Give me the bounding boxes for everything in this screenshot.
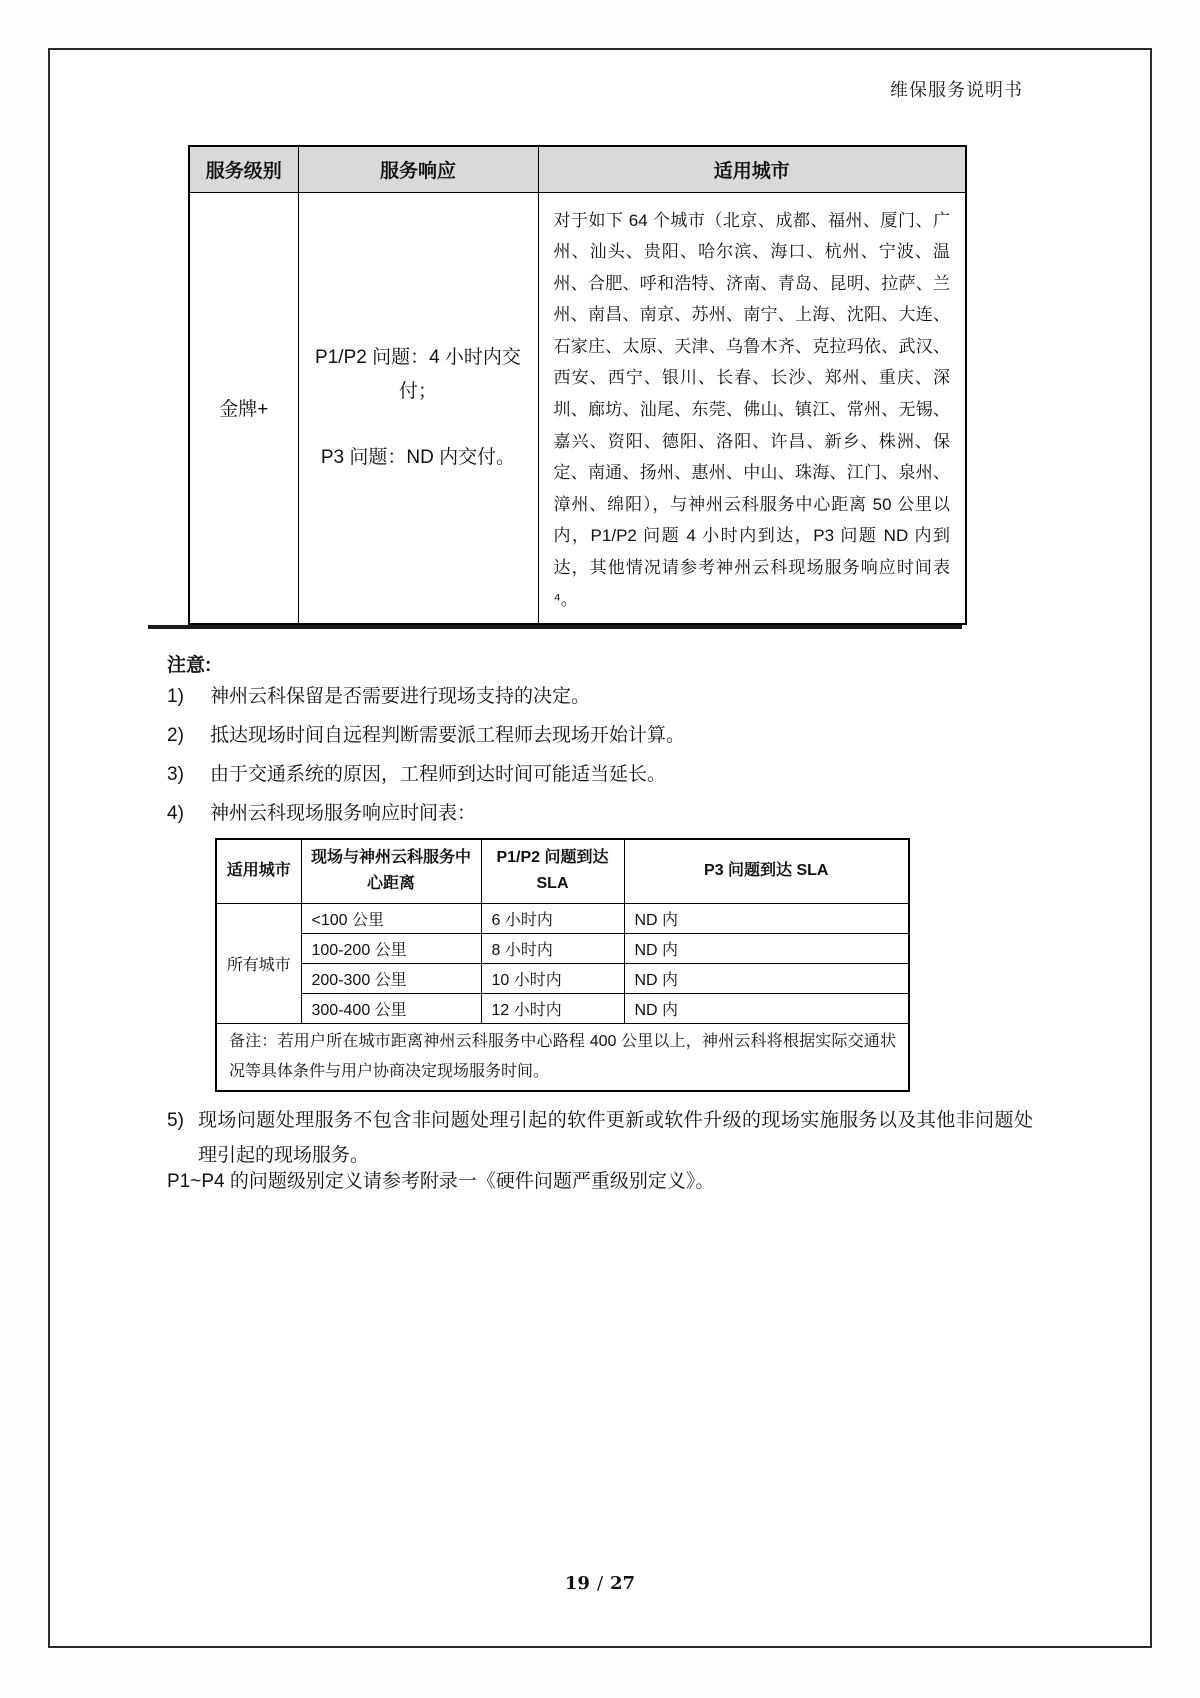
sla-p3: ND 内 [624,963,909,993]
note-text: 神州云科现场服务响应时间表： [210,803,477,824]
sla-distance: 300-400 公里 [301,993,481,1023]
sla-p1p2: 12 小时内 [481,993,624,1023]
service-table-header-level: 服务级别 [189,146,298,192]
sla-table-header-row [216,839,909,903]
notes-heading: 注意: [167,655,212,676]
closing-paragraph: P1~P4 的问题级别定义请参考附录一《硬件问题严重级别定义》。 [167,1171,715,1192]
page-number [0,1573,1200,1594]
sla-p3: ND 内 [624,993,909,1023]
sla-header-p1p2: P1/P2 问题到达 SLA [481,839,624,903]
note-item-3 [167,762,1033,788]
sla-header-city: 适用城市 [216,839,301,903]
sla-remark: 备注：若用户所在城市距离神州云科服务中心路程 400 公里以上，神州云科将根据实际交通状况等具体条件与用户协商决定现场服务时间。 [216,1023,909,1091]
note-text: 抵达现场时间自远程判断需要派工程师去现场开始计算。 [210,725,686,746]
service-response-p1p2: P1/P2 问题：4 小时内交付； [315,346,521,402]
note-text: 由于交通系统的原因，工程师到达时间可能适当延长。 [210,764,667,785]
note-item-4 [167,801,1033,827]
sla-distance: 200-300 公里 [301,963,481,993]
note-number: 2) [167,725,184,746]
note-text: 现场问题处理服务不包含非问题处理引起的软件更新或软件升级的现场实施服务以及其他非问题处理引起的现场服务。 [198,1110,1033,1166]
service-level-value: 金牌+ [189,192,298,624]
service-response-p3: P3 问题：ND 内交付。 [320,446,516,468]
table-row [216,903,909,933]
note-item-2 [167,723,1033,749]
document-header-title: 维保服务说明书 [890,80,1023,101]
sla-response-time-table [215,838,910,1092]
note-number: 5) [167,1110,184,1131]
service-response-cell [298,192,538,624]
sla-p3: ND 内 [624,933,909,963]
page-number-current: 19 [564,1573,590,1594]
sla-p3: ND 内 [624,903,909,933]
note-text: 神州云科保留是否需要进行现场支持的决定。 [210,686,591,707]
sla-header-distance: 现场与神州云科服务中心距离 [301,839,481,903]
section-divider-rule [148,625,962,629]
sla-distance: <100 公里 [301,903,481,933]
note-item-5 [167,1103,1033,1173]
applicable-cities-text: 对于如下 64 个城市（北京、成都、福州、厦门、广州、汕头、贵阳、哈尔滨、海口、杭州、宁波、温州、合肥、呼和浩特、济南、青岛、昆明、拉萨、兰州、南昌、南京、苏州、南宁、上海、沈阳、大连、石家庄、太原、天津、乌鲁木齐、克拉玛依、武汉、西安、西宁、银川、长春、长沙、郑州、重庆、深圳、廊坊、汕尾、东莞、佛山、镇江、常州、无锡、嘉兴、资阳、德阳、洛阳、许昌、新乡、株洲、保定、南通、扬州、惠州、中山、珠海、江门、泉州、漳州、绵阳），与神州云科服务中心距离 50 公里以内，P1/P2 问题 4 小时内到达，P3 问题 ND 内到达，其他情况请参考神州云科现场服务响应时间表⁴。 [538,192,966,624]
page-number-total: 27 [610,1573,636,1594]
service-table-header-response: 服务响应 [298,146,538,192]
table-row [216,963,909,993]
sla-distance: 100-200 公里 [301,933,481,963]
sla-p1p2: 6 小时内 [481,903,624,933]
sla-p1p2: 10 小时内 [481,963,624,993]
service-level-table [188,145,967,625]
table-row [216,993,909,1023]
table-row [216,933,909,963]
service-table-header-row [189,146,966,192]
note-number: 4) [167,803,184,824]
sla-p1p2: 8 小时内 [481,933,624,963]
note-item-1 [167,684,1033,710]
note-number: 3) [167,764,184,785]
sla-city-scope: 所有城市 [216,903,301,1023]
page-number-separator: / [596,1573,604,1594]
service-table-header-cities: 适用城市 [538,146,966,192]
note-number: 1) [167,686,184,707]
table-remark-row [216,1023,909,1091]
service-table-row-gold-plus [189,192,966,624]
sla-header-p3: P3 问题到达 SLA [624,839,909,903]
